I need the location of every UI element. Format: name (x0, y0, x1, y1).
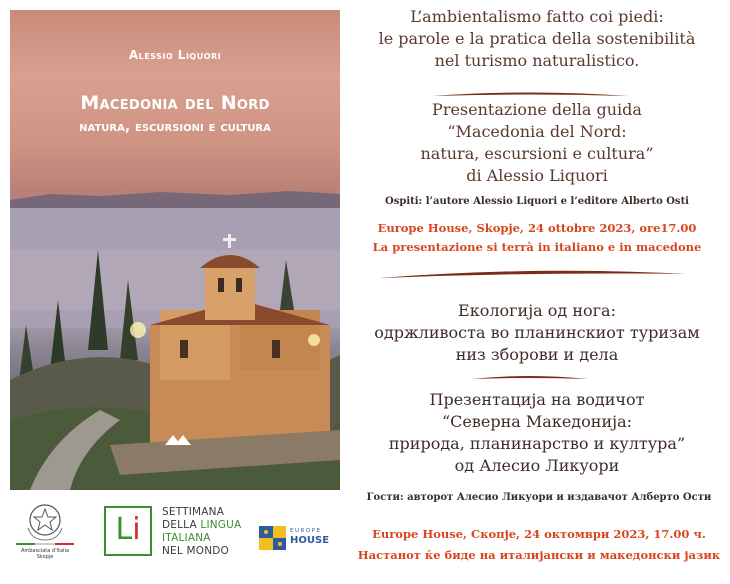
italian-event (352, 219, 722, 257)
italian-event-details: Europe House, Skopje, 24 ottobre 2023, ore17.00 (377, 221, 697, 235)
divider-ornament (470, 374, 590, 382)
section-divider (378, 268, 688, 282)
macedonian-heading-line: низ зборови и дела (455, 345, 619, 364)
cover-subtitle: natura, escursioni e cultura (79, 119, 271, 135)
italian-guests: Ospiti: l’autore Alessio Liquori e l’editore Alberto Osti (385, 196, 689, 207)
settimana-word: ITALIANA (162, 532, 211, 544)
italian-emblem-icon (12, 500, 78, 546)
embassy-logo (12, 500, 78, 562)
settimana-line (162, 532, 241, 545)
italian-heading-line: le parole e la pratica della sostenibilità (378, 29, 696, 48)
macedonian-presentation-line: “Северна Македонија: (442, 412, 632, 431)
embassy-caption-line: Skopje (36, 554, 54, 560)
settimana-logo-text (162, 506, 241, 558)
embassy-caption (12, 548, 78, 560)
book-cover (10, 10, 340, 490)
settimana-line (162, 519, 241, 532)
settimana-word: LINGUA (200, 519, 242, 531)
settimana-line (162, 506, 241, 519)
italian-heading (352, 6, 722, 72)
italian-heading-line: L’ambientalismo fatto coi piedi: (410, 7, 664, 26)
macedonian-presentation-line: од Алесио Ликуори (454, 456, 620, 475)
settimana-word: SETTIMANA (162, 506, 225, 518)
macedonian-heading (352, 300, 722, 366)
cover-landscape (10, 10, 340, 490)
settimana-word: DELLA (162, 519, 201, 531)
li-logo-letter-l: L (115, 512, 133, 547)
italian-presentation-line: natura, escursioni e cultura” (420, 144, 654, 163)
italian-presentation-line: Presentazione della guida (432, 100, 642, 119)
macedonian-heading-line: одржливоста во планинскиот туризам (374, 323, 700, 342)
europe-house-icon (258, 522, 288, 552)
europe-house-logo (258, 522, 332, 554)
embassy-caption-line: Ambasciata d’Italia (20, 548, 70, 554)
li-logo (104, 506, 152, 556)
cover-title: Macedonia del Nord (80, 92, 270, 114)
macedonian-heading-line: Екологија од нога: (458, 301, 616, 320)
macedonian-language-note: Настанот ќе биде на италијански и македонски јазик (357, 548, 721, 562)
italian-presentation (352, 99, 722, 187)
macedonian-event (350, 524, 728, 566)
europe-house-line: HOUSE (290, 535, 330, 546)
macedonian-presentation-line: Презентација на водичот (429, 390, 645, 409)
italian-heading-line: nel turismo naturalistico. (434, 51, 640, 70)
macedonian-event-details: Europe House, Скопје, 24 октомври 2023, 17.00 ч. (372, 527, 706, 541)
macedonian-guests: Гости: авторот Алесио Ликуори и издавачот Алберто Ости (366, 492, 712, 503)
macedonian-presentation (352, 389, 722, 477)
settimana-word: NEL MONDO (162, 545, 230, 557)
italian-presentation-line: di Alessio Liquori (466, 166, 608, 185)
italian-language-note: La presentazione si terrà in italiano e in macedone (372, 240, 702, 254)
settimana-line (162, 545, 241, 558)
europe-house-line: EUROPE (290, 528, 322, 534)
macedonian-presentation-line: природа, планинарство и култура” (388, 434, 686, 453)
cover-author: Alessio Liquori (128, 48, 222, 62)
li-logo-letter-i: i (132, 512, 141, 547)
italian-presentation-line: “Macedonia del Nord: (447, 122, 627, 141)
